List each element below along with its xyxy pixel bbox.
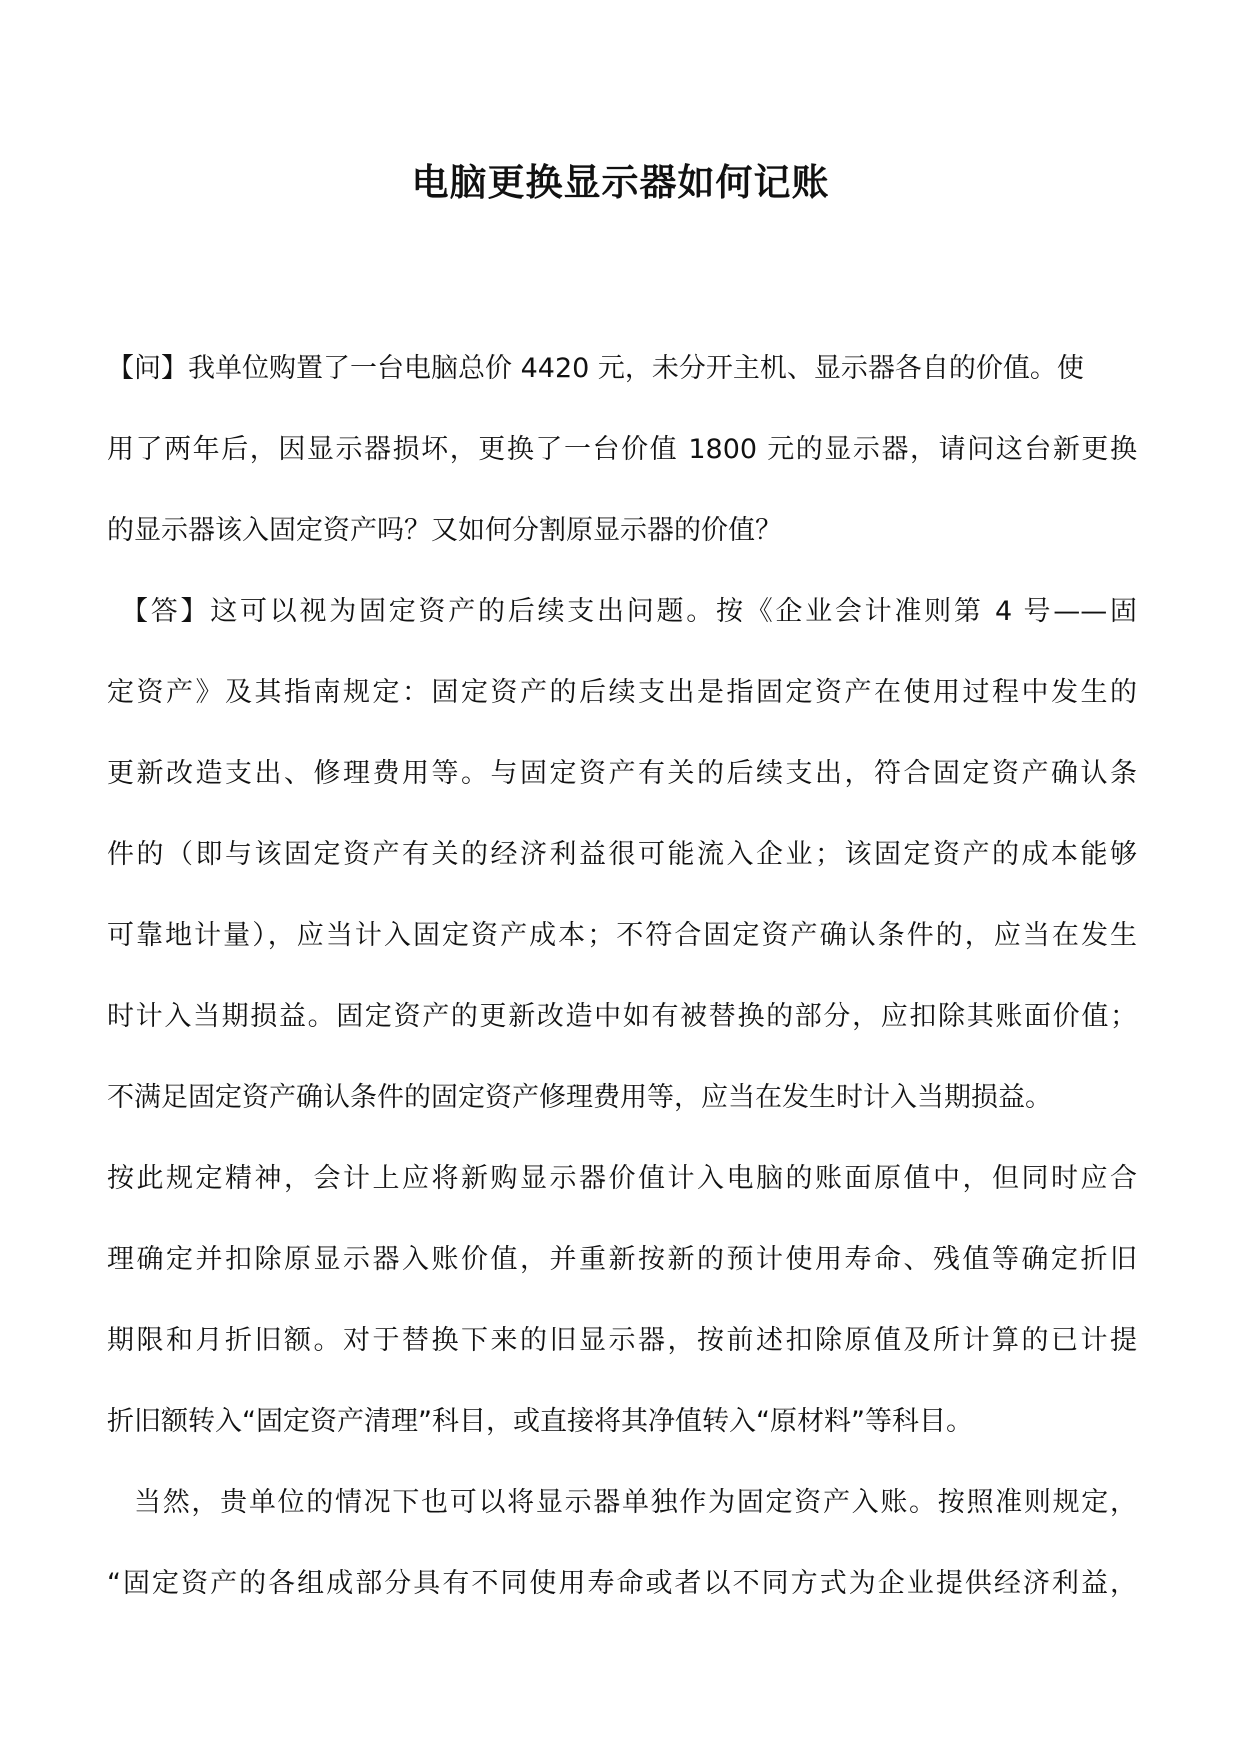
- question-line-3: 的显示器该入固定资产吗？又如何分割原显示器的价值？: [107, 515, 782, 546]
- question-line-2: 用了两年后，因显示器损坏，更换了一台价值 1800 元的显示器，请问这台新更换: [107, 434, 1137, 465]
- answer-line-6: 时计入当期损益。固定资产的更新改造中如有被替换的部分，应扣除其账面价值；: [107, 1001, 1137, 1032]
- answer-line-10: 期限和月折旧额。对于替换下来的旧显示器，按前述扣除原值及所计算的已计提: [107, 1325, 1137, 1356]
- answer-line-8: 按此规定精神，会计上应将新购显示器价值计入电脑的账面原值中，但同时应合: [107, 1163, 1137, 1194]
- question-line-1: 【问】我单位购置了一台电脑总价 4420 元，未分开主机、显示器各自的价值。使: [107, 353, 1084, 384]
- followup-line-2: “固定资产的各组成部分具有不同使用寿命或者以不同方式为企业提供经济利益，: [107, 1568, 1137, 1599]
- followup-line-1: 当然，贵单位的情况下也可以将显示器单独作为固定资产入账。按照准则规定，: [134, 1487, 1137, 1518]
- document-title: 电脑更换显示器如何记账: [411, 160, 830, 204]
- answer-line-7: 不满足固定资产确认条件的固定资产修理费用等，应当在发生时计入当期损益。: [107, 1082, 1052, 1113]
- answer-line-3: 更新改造支出、修理费用等。与固定资产有关的后续支出，符合固定资产确认条: [107, 758, 1137, 789]
- answer-line-11: 折旧额转入“固定资产清理”科目，或直接将其净值转入“原材料”等科目。: [107, 1406, 973, 1437]
- answer-line-9: 理确定并扣除原显示器入账价值，并重新按新的预计使用寿命、残值等确定折旧: [107, 1244, 1137, 1275]
- document-body: [107, 339, 1137, 1635]
- answer-line-2: 定资产》及其指南规定：固定资产的后续支出是指固定资产在使用过程中发生的: [107, 677, 1137, 708]
- answer-line-4: 件的（即与该固定资产有关的经济利益很可能流入企业；该固定资产的成本能够: [107, 839, 1137, 870]
- answer-line-1: 【答】这可以视为固定资产的后续支出问题。按《企业会计准则第 4 号——固: [121, 596, 1137, 627]
- answer-line-5: 可靠地计量），应当计入固定资产成本；不符合固定资产确认条件的，应当在发生: [107, 920, 1137, 951]
